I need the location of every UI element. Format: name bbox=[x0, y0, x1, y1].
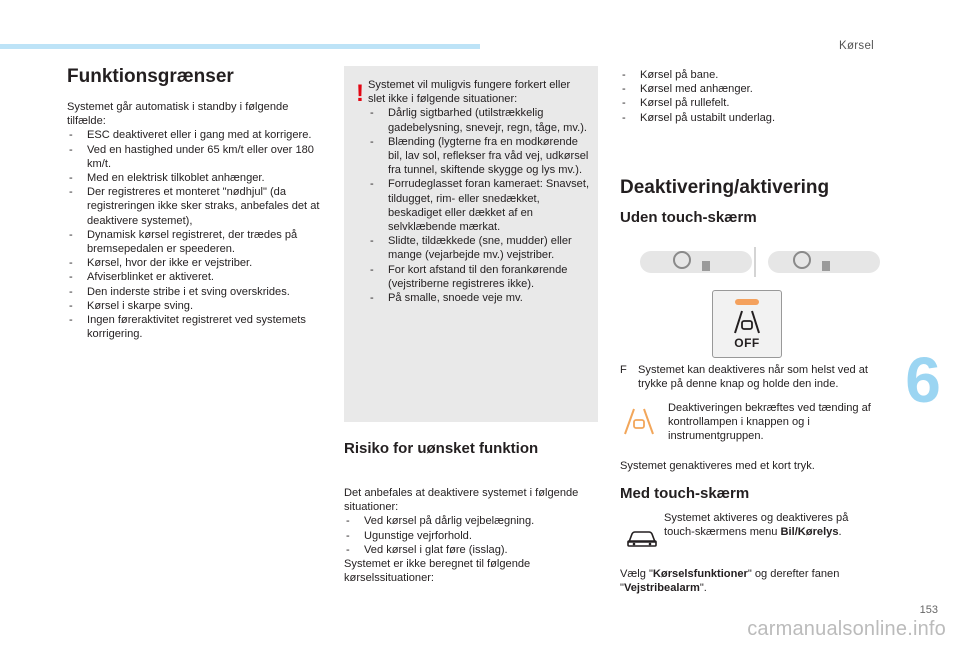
risk-intro: Det anbefales at deaktivere systemet i følgende situationer: bbox=[344, 487, 579, 514]
list-item: - Slidte, tildækkede (sne, mudder) eller mange (vejarbejde mv.) vejstriber. bbox=[368, 234, 590, 262]
touchscreen-text bbox=[664, 511, 882, 539]
limits-list bbox=[67, 128, 323, 341]
list-item: - Blænding (lygterne fra en modkørende bil, lav sol, reflekser fra våd vej, udkørsel fra tunnel, skiftende skygge og lys mv.). bbox=[368, 135, 590, 178]
list-item: - Ved kørsel på dårlig vejbelægning. bbox=[344, 514, 602, 528]
menu-name: Bil/Kørelys bbox=[780, 526, 839, 539]
lane-departure-lamp-icon bbox=[622, 406, 656, 436]
car-icon bbox=[626, 527, 658, 549]
confirm-text: Deaktiveringen bekræftes ved tænding af kontrollampen i knappen og i instrumentgruppen. bbox=[668, 402, 871, 443]
off-label: OFF bbox=[734, 336, 760, 350]
list-item: - Kørsel på ustabilt underlag. bbox=[620, 111, 880, 125]
header-bar bbox=[0, 44, 480, 49]
select-instruction bbox=[620, 567, 882, 595]
without-touchscreen-title bbox=[620, 209, 757, 226]
list-item: - Kørsel i skarpe sving. bbox=[67, 299, 323, 313]
limits-section bbox=[67, 66, 323, 341]
function-name: Kørselsfunktioner bbox=[652, 568, 748, 580]
subsection-title: Uden touch-skærm bbox=[620, 209, 757, 226]
risk-list bbox=[344, 514, 602, 557]
watermark: carmanualsonline.info bbox=[747, 618, 946, 640]
risk-outro: Systemet er ikke beregnet til følgende kørselssituationer: bbox=[344, 558, 531, 585]
list-item: - Dårlig sigtbarhed (utilstrækkelig gadebelysning, snevejr, regn, tåge, mv.). bbox=[368, 106, 590, 134]
deactivate-text: Systemet kan deaktiveres når som helst ved at trykke på denne knap og holde den inde. bbox=[638, 364, 868, 391]
situations-list bbox=[620, 68, 880, 125]
list-item: - Ingen føreraktivitet registreret ved systemets korrigering. bbox=[67, 313, 323, 341]
lane-warning-icon bbox=[731, 309, 763, 335]
pointer-icon: F bbox=[620, 364, 627, 376]
intro-text: Systemet går automatisk i standby i følgende tilfælde: bbox=[67, 101, 289, 128]
list-item: - ESC deaktiveret eller i gang med at korrigere. bbox=[67, 128, 323, 142]
list-item: - Ved en hastighed under 65 km/t eller over 180 km/t. bbox=[67, 143, 323, 171]
chapter-title: Kørsel bbox=[838, 40, 874, 52]
section-title: Deaktivering/aktivering bbox=[620, 177, 830, 198]
warning-box bbox=[344, 66, 598, 422]
list-item: - Kørsel på rullefelt. bbox=[620, 96, 880, 110]
list-item: - Kørsel på bane. bbox=[620, 68, 880, 82]
touch-text: Systemet aktiveres og deaktiveres på touch-skærmens menu bbox=[664, 512, 849, 539]
reactivate-text: Systemet genaktiveres med et kort tryk. bbox=[620, 460, 815, 472]
deactivation-title bbox=[620, 177, 880, 199]
warning-icon: ! bbox=[356, 80, 364, 107]
list-item: - Ugunstige vejrforhold. bbox=[344, 529, 602, 543]
touch-text-end: . bbox=[838, 526, 842, 539]
list-item: - Dynamisk kørsel registreret, der trædes på bremsepedalen er speederen. bbox=[67, 228, 323, 256]
steering-wheel-illustration bbox=[640, 247, 880, 277]
list-item: - Den inderste stribe i et sving overskrides. bbox=[67, 285, 323, 299]
lane-assist-off-button[interactable] bbox=[712, 290, 782, 358]
list-item: - Kørsel med anhænger. bbox=[620, 82, 880, 96]
list-item: - Med en elektrisk tilkoblet anhænger. bbox=[67, 171, 323, 185]
list-item: - Afviserblinket er aktiveret. bbox=[67, 270, 323, 284]
indicator-lamp bbox=[735, 299, 759, 305]
list-item: - På smalle, snoede veje mv. bbox=[368, 291, 590, 305]
deactivate-instruction bbox=[620, 363, 882, 391]
list-item: - Ved kørsel i glat føre (isslag). bbox=[344, 543, 602, 557]
chapter-number: 6 bbox=[905, 344, 941, 416]
select-text: Vælg " bbox=[620, 568, 653, 580]
list-item: - Kørsel, hvor der ikke er vejstriber. bbox=[67, 256, 323, 270]
risk-section bbox=[344, 440, 602, 585]
warning-list bbox=[368, 106, 590, 305]
select-text-end: ". bbox=[699, 582, 707, 595]
warning-intro: Systemet vil muligvis fungere forkert eller slet ikke i følgende situationer: bbox=[368, 79, 571, 106]
select-text: " og derefter fanen " bbox=[620, 568, 840, 595]
tab-name: Vejstribealarm bbox=[623, 582, 700, 595]
with-touchscreen-title bbox=[620, 485, 749, 502]
section-title: Funktionsgrænser bbox=[67, 66, 234, 87]
risk-title: Risiko for uønsket funktion bbox=[344, 440, 539, 457]
list-item: - Der registreres et monteret "nødhjul" (da registreringen ikke sker straks, anbefales det at deaktivere systemet), bbox=[67, 185, 323, 228]
list-item: - For kort afstand til den forankørende (vejstriberne registreres ikke). bbox=[368, 263, 590, 291]
situations-list-container bbox=[620, 68, 880, 125]
subsection-title: Med touch-skærm bbox=[620, 485, 750, 502]
page-number: 153 bbox=[919, 604, 938, 616]
list-item: - Forrudeglasset foran kameraet: Snavset, tildugget, rim- eller snedækket, beskadiget eller dækket af en selvklæbende mærkat. bbox=[368, 177, 590, 234]
